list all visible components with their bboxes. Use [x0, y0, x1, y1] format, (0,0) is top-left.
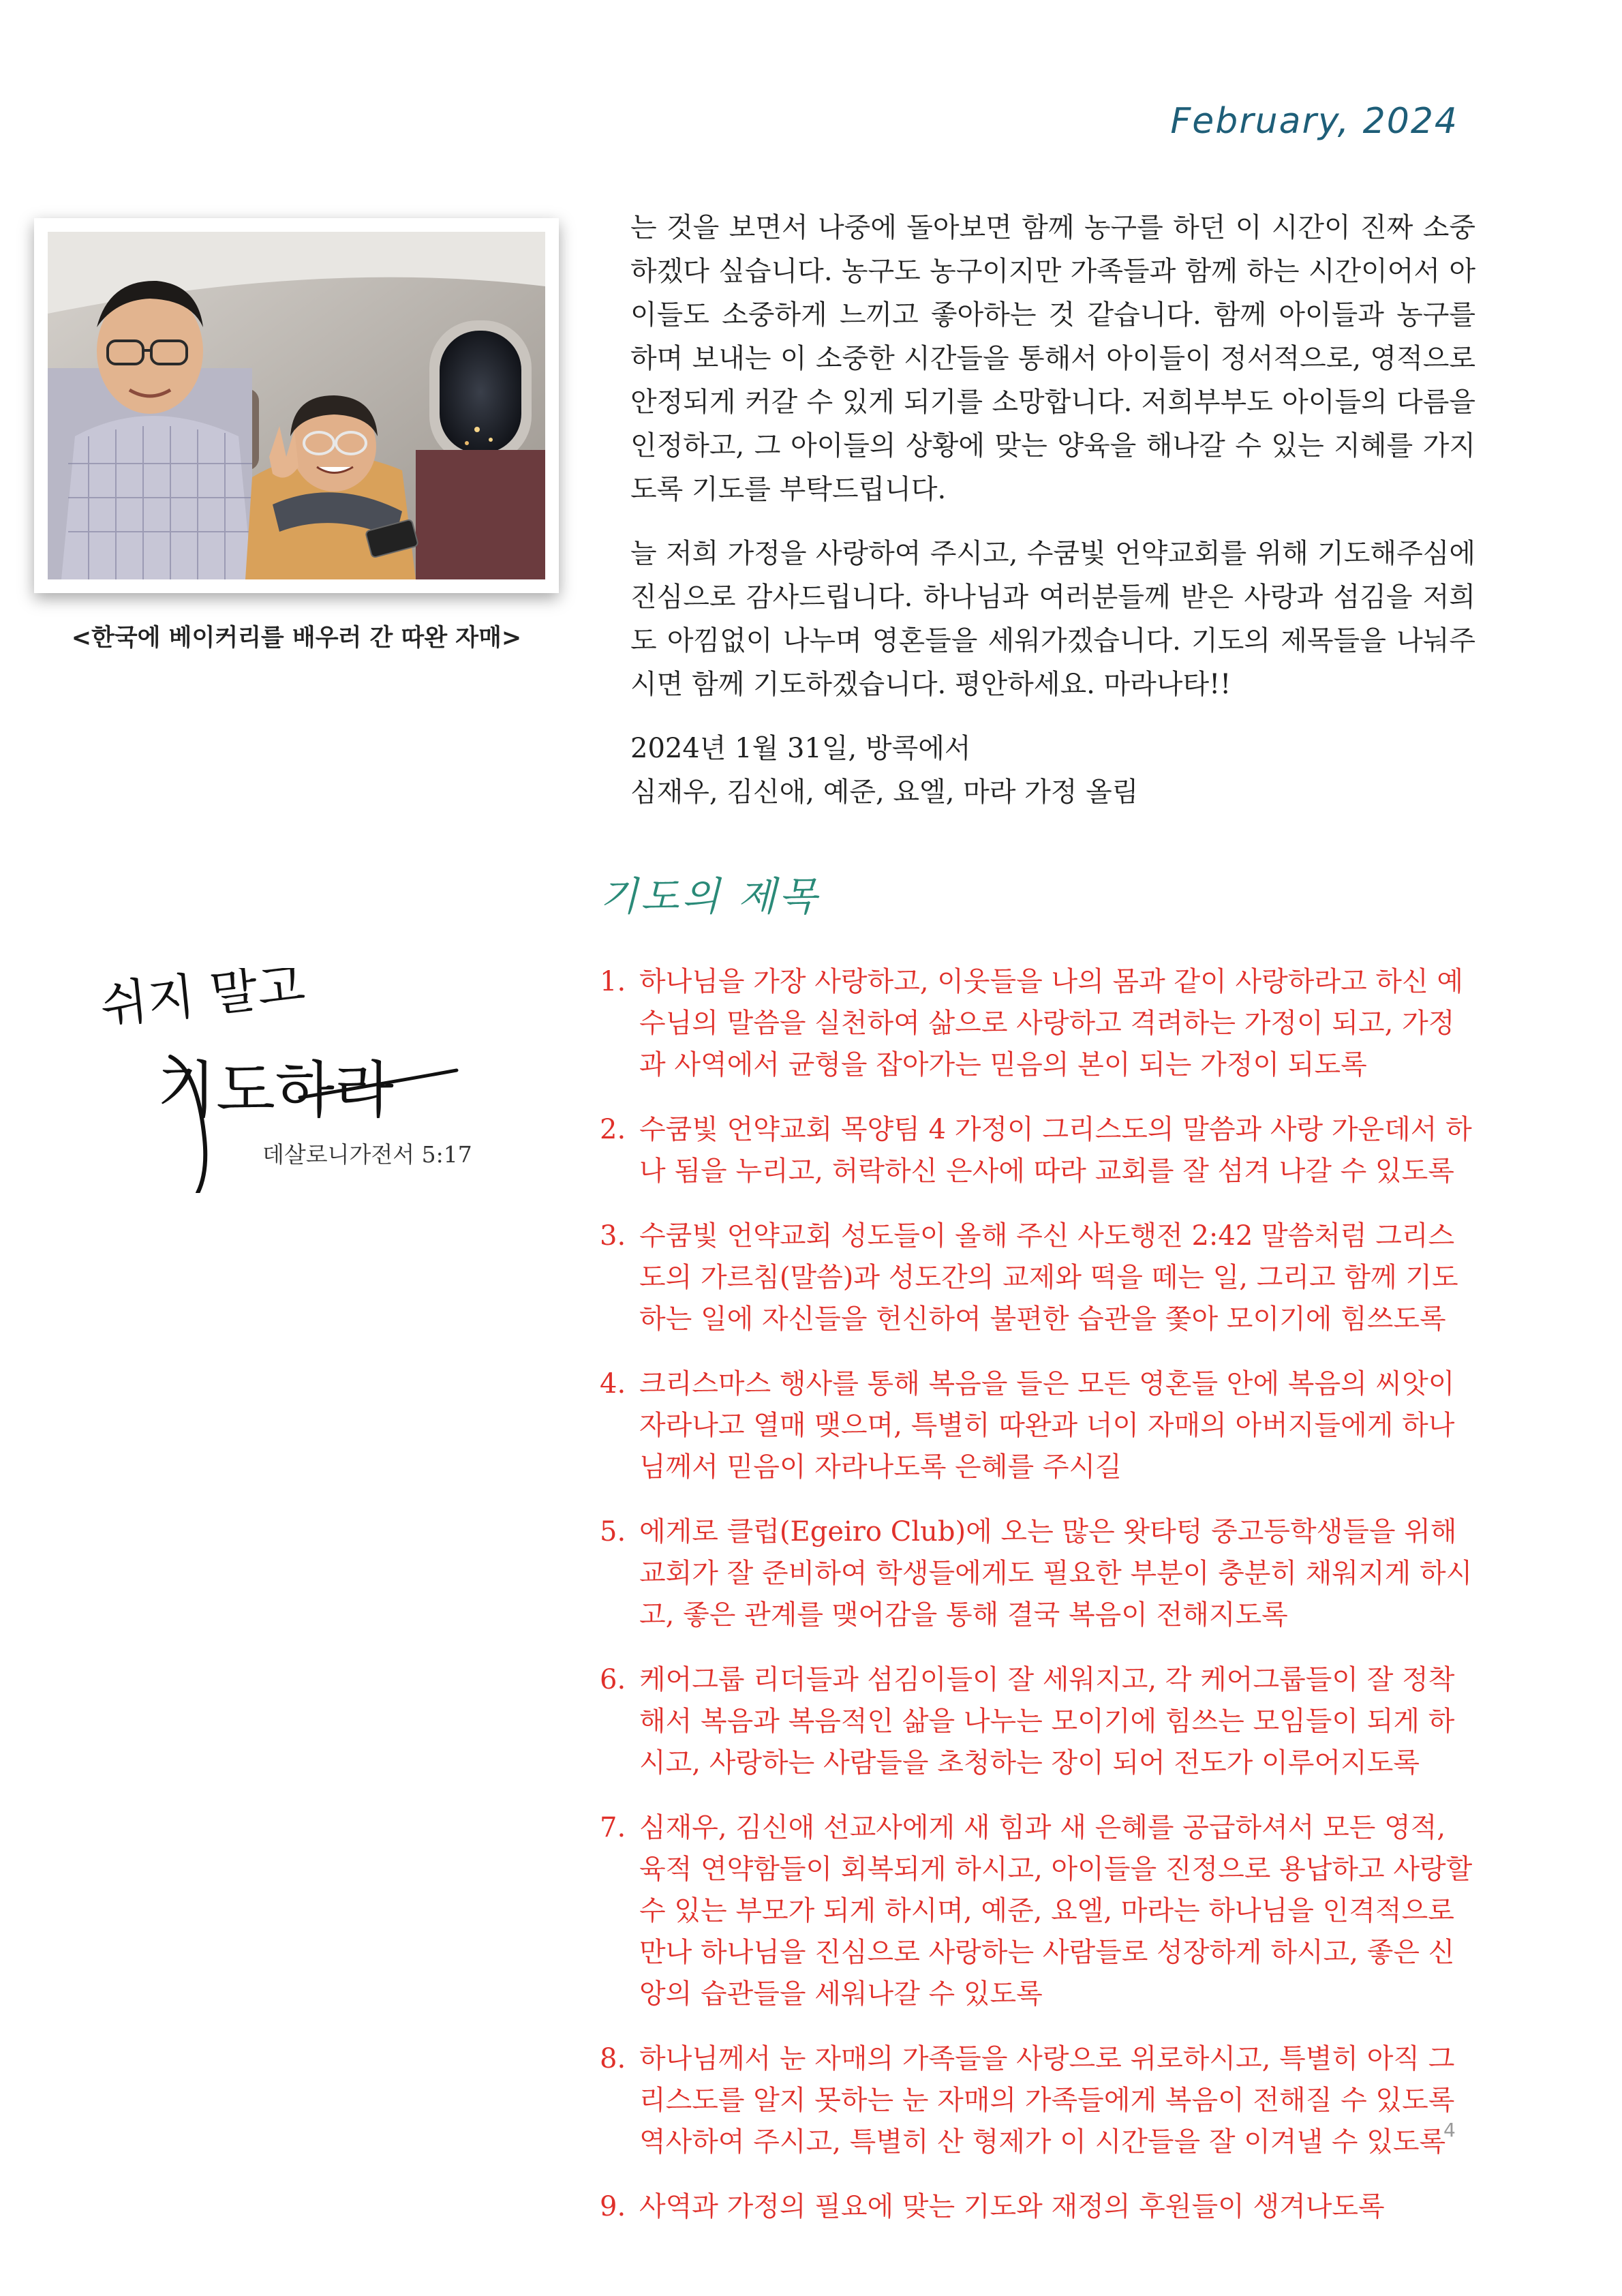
prayer-title: 기도의 제목 — [600, 873, 820, 920]
prayer-number: 7. — [600, 1812, 626, 1843]
airplane-selfie-photo — [48, 232, 545, 579]
calligraphy-line1: 쉬지 말고 — [97, 968, 308, 1034]
prayer-item — [600, 1363, 1479, 1488]
verse-reference: 데살로니가전서 5:17 — [262, 1141, 472, 1168]
prayer-text: 수쿰빛 언약교회 목양팀 4 가정이 그리스도의 말씀과 사랑 가운데서 하나 됨을 누리고, 허락하신 은사에 따라 교회를 잘 섬겨 나갈 수 있도록 — [639, 1114, 1472, 1187]
prayer-text: 하나님께서 눈 자매의 가족들을 사랑으로 위로하시고, 특별히 아직 그리스도를 알지 못하는 눈 자매의 가족들에게 복음이 전해질 수 있도록 역사하여 주시고, 특별히 산 형제가 이 시간들을 잘 이겨낼 수 있도록 — [639, 2043, 1455, 2158]
calligraphy-line2: 기도하라 — [157, 1055, 394, 1126]
header-date: February, 2024 — [1170, 101, 1458, 142]
signature-name: 심재우, 김신애, 예준, 요엘, 마라 가정 올림 — [630, 776, 1139, 808]
family-photo — [34, 218, 559, 593]
prayer-item — [600, 1215, 1479, 1340]
photo-caption: <한국에 베이커리를 배우러 간 따완 자매> — [71, 624, 522, 652]
prayer-number: 8. — [600, 2043, 626, 2074]
prayer-text: 에게로 클럽(Egeiro Club)에 오는 많은 왓타텅 중고등학생들을 위해 교회가 잘 준비하여 학생들에게도 필요한 부분이 충분히 채워지게 하시고, 좋은 관계를 맺어감을 통해 결국 복음이 전해지도록 — [639, 1516, 1473, 1631]
prayer-text: 사역과 가정의 필요에 맞는 기도와 재정의 후원들이 생겨나도록 — [639, 2191, 1385, 2222]
prayer-item — [600, 1109, 1479, 1192]
prayer-list — [600, 961, 1479, 2251]
prayer-text: 하나님을 가장 사랑하고, 이웃들을 나의 몸과 같이 사랑하라고 하신 예수님의 말씀을 실천하여 삶으로 사랑하고 격려하는 가정이 되고, 가정과 사역에서 균형을 잡아가는 믿음의 본이 되는 가정이 되도록 — [639, 966, 1464, 1081]
prayer-number: 5. — [600, 1516, 626, 1547]
prayer-number: 2. — [600, 1114, 626, 1145]
prayer-text: 심재우, 김신애 선교사에게 새 힘과 새 은혜를 공급하셔서 모든 영적, 육적 연약함들이 회복되게 하시고, 아이들을 진정으로 용납하고 사랑할 수 있는 부모가 되게 하시며, 예준, 요엘, 마라는 하나님을 인격적으로 만나 하나님을 진심으로 사랑하는 사람들로 성장하게 하시고, 좋은 신앙의 습관들을 세워나갈 수 있도록 — [639, 1812, 1473, 2010]
letter-signature — [630, 727, 1475, 814]
letter-paragraph: 늘 저희 가정을 사랑하여 주시고, 수쿰빛 언약교회를 위해 기도해주심에 진심으로 감사드립니다. 하나님과 여러분들께 받은 사랑과 섬김을 저희도 아낌없이 나누며 영혼들을 세워가겠습니다. 기도의 제목들을 나눠주시면 함께 기도하겠습니다. 평안하세요. 마라나타!! — [630, 538, 1475, 700]
prayer-number: 1. — [600, 966, 626, 997]
signature-date: 2024년 1월 31일, 방콕에서 — [630, 733, 971, 764]
prayer-item — [600, 2186, 1479, 2228]
prayer-number: 6. — [600, 1664, 626, 1695]
prayer-item — [600, 1807, 1479, 2015]
prayer-number: 4. — [600, 1368, 626, 1400]
prayer-item — [600, 961, 1479, 1086]
prayer-text: 크리스마스 행사를 통해 복음을 들은 모든 영혼들 안에 복음의 씨앗이 자라나고 열매 맺으며, 특별히 따완과 너이 자매의 아버지들에게 하나님께서 믿음이 자라나도록 은혜를 주시길 — [639, 1368, 1455, 1483]
prayer-text: 수쿰빛 언약교회 성도들이 올해 주신 사도행전 2:42 말씀처럼 그리스도의 가르침(말씀)과 성도간의 교제와 떡을 떼는 일, 그리고 함께 기도하는 일에 자신들을 헌신하여 불편한 습관을 쫓아 모이기에 힘쓰도록 — [639, 1220, 1458, 1335]
page-number: 4 — [1443, 2119, 1456, 2141]
prayer-item — [600, 1659, 1479, 1784]
prayer-item — [600, 2038, 1479, 2163]
prayer-item — [600, 1511, 1479, 1636]
prayer-number: 3. — [600, 1220, 626, 1252]
prayer-text: 케어그룹 리더들과 섬김이들이 잘 세워지고, 각 케어그룹들이 잘 정착해서 복음과 복음적인 삶을 나누는 모이기에 힘쓰는 모임들이 되게 하시고, 사랑하는 사람들을 초청하는 장이 되어 전도가 이루어지도록 — [639, 1664, 1455, 1779]
letter-paragraph: 는 것을 보면서 나중에 돌아보면 함께 농구를 하던 이 시간이 진짜 소중하겠다 싶습니다. 농구도 농구이지만 가족들과 함께 하는 시간이어서 아이들도 소중하게 느끼고 좋아하는 것 같습니다. 함께 아이들과 농구를 하며 보내는 이 소중한 시간들을 통해서 아이들이 정서적으로, 영적으로 안정되게 커갈 수 있게 되기를 소망합니다. 저희부부도 아이들의 다름을 인정하고, 그 아이들의 상황에 맞는 양육을 해나갈 수 있는 지혜를 가지도록 기도를 부탁드립니다. — [630, 212, 1475, 505]
letter-body — [630, 206, 1475, 814]
prayer-number: 9. — [600, 2191, 626, 2222]
